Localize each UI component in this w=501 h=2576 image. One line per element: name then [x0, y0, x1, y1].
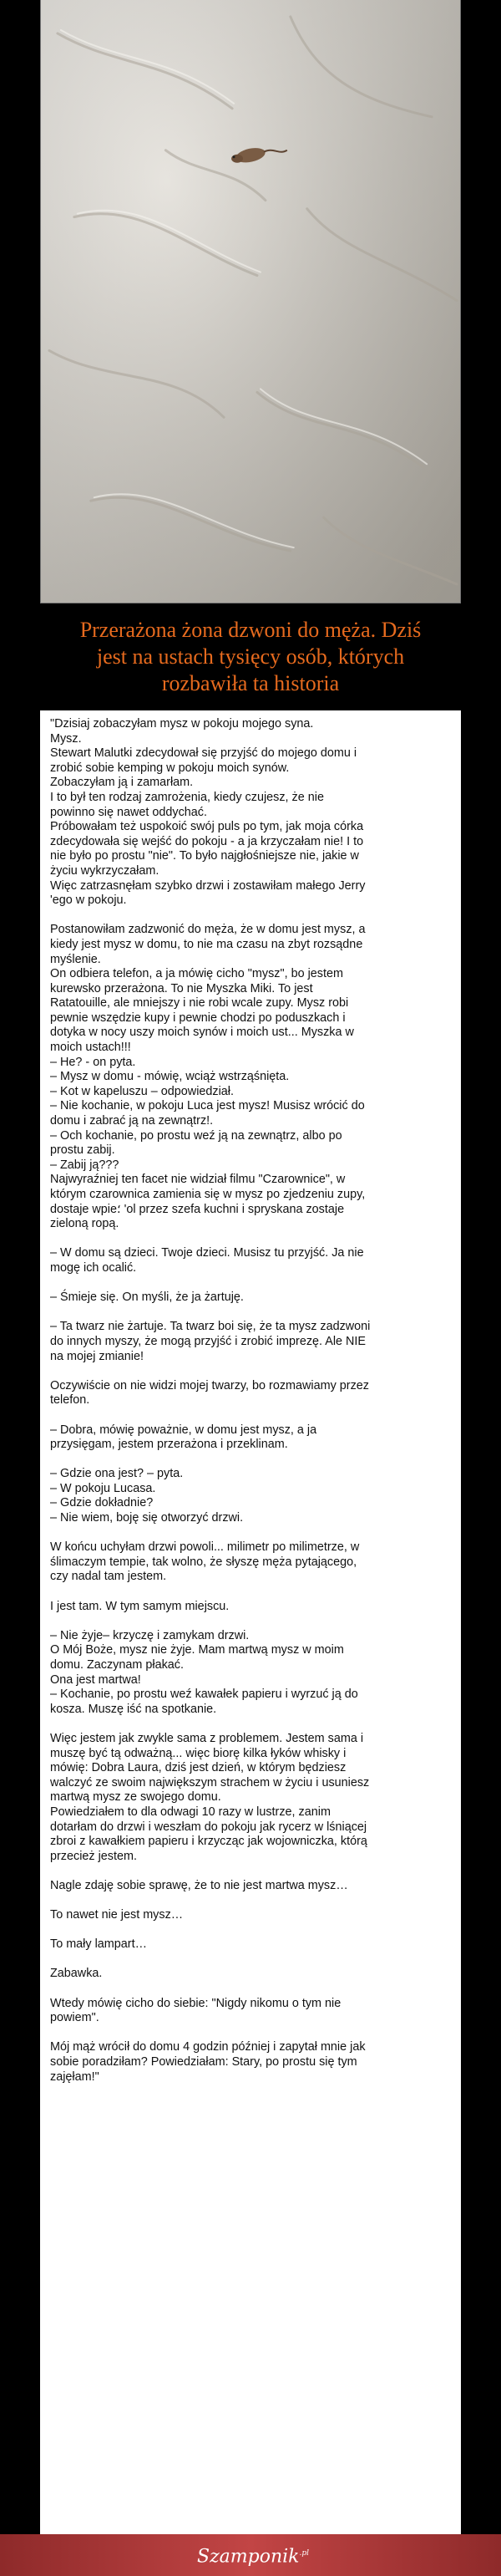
story-line: przysięgam, jestem przerażona i przeklinam.	[50, 1438, 288, 1452]
logo-suffix: .pl	[299, 2549, 310, 2558]
story-line: Próbowałam też uspokoić swój puls po tym, jak moja córka	[50, 820, 364, 834]
story-line: 'ego w pokoju.	[50, 893, 127, 908]
story-line: dotyka w nocy uszy moich synów i moich ust... Myszka w	[50, 1026, 354, 1040]
paragraph-gap	[50, 1864, 451, 1879]
paragraph-gap	[50, 1717, 451, 1732]
story-line: – He? - on pyta.	[50, 1055, 136, 1069]
story-line: przecież jestem.	[50, 1849, 137, 1863]
story-line: zdecydowała się wejść do pokoju - a ja krzyczałam nie! I to	[50, 834, 364, 848]
paragraph-gap	[50, 1364, 451, 1379]
story-line: – Zabij ją???	[50, 1158, 119, 1172]
story-line: dotarłam do drzwi i weszłam do pokoju jak rycerz w lśniącej	[50, 1820, 367, 1834]
story-line: myślenie.	[50, 952, 101, 966]
story-line: moich ustach!!!	[50, 1041, 131, 1055]
story-line: kosza. Muszę iść na spotkanie.	[50, 1702, 217, 1716]
paragraph-gap	[50, 1894, 451, 1909]
story-line: martwą mysz ze swojego domu.	[50, 1790, 221, 1805]
story-line: – W pokoju Lucasa.	[50, 1481, 156, 1495]
story-line: zieloną ropą.	[50, 1217, 119, 1231]
story-line: ślimaczym tempie, tak wolno, że słyszę męża pytającego,	[50, 1555, 357, 1569]
story-line: – Mysz w domu - mówię, wciąż wstrząśnięta.	[50, 1070, 290, 1084]
story-line: – Ta twarz nie żartuje. Ta twarz boi się, że ta mysz zadzwoni	[50, 1320, 371, 1334]
story-line: prostu zabij.	[50, 1143, 115, 1158]
story-line: kiedy jest mysz w domu, to nie ma czasu na zbyt rozsądne	[50, 937, 363, 951]
story-line: sobie poradziłam? Powiedziałam: Stary, po prostu się tym	[50, 2055, 357, 2069]
story-line: – Nie kochanie, w pokoju Luca jest mysz! Musisz wrócić do	[50, 1099, 365, 1113]
paragraph-gap	[50, 1453, 451, 1468]
story-line: Zabawka.	[50, 1967, 103, 1981]
story-line: muszę być tą odważną... więc biorę kilka łyków whisky i	[50, 1746, 347, 1760]
story-line: zrobić sobie kemping w pokoju moich synów.	[50, 761, 290, 775]
story-line: którym czarownica zamienia się w mysz po zjedzeniu zupy,	[50, 1188, 366, 1201]
story-line: To nawet nie jest mysz…	[50, 1908, 184, 1922]
story-line: – Nie żyje– krzyczę i zamykam drzwi.	[50, 1628, 250, 1642]
story-line: Zobaczyłam ją i zamarłam.	[50, 776, 194, 790]
title-line: jest na ustach tysięcy osób, których	[96, 644, 405, 669]
story-line: Wtedy mówię cicho do siebie: "Nigdy nikomu o tym nie	[50, 1996, 342, 2010]
article-title	[25, 617, 476, 697]
paragraph-gap	[50, 1982, 451, 1997]
story-line: zajęłam!"	[50, 2069, 99, 2084]
story-line: Stewart Malutki zdecydował się przyjść do mojego domu i	[50, 746, 357, 761]
paragraph-gap	[50, 1408, 451, 1423]
paragraph-gap	[50, 1585, 451, 1600]
story-line: domu i zabrać ją na zewnątrz!.	[50, 1114, 214, 1128]
story-line: – Gdzie ona jest? – pyta.	[50, 1467, 184, 1481]
story-line: To mały lampart…	[50, 1937, 147, 1952]
story-line: I to był ten rodzaj zamrożenia, kiedy czujesz, że nie	[50, 790, 324, 804]
story-line: – Kochanie, po prostu weź kawałek papieru i wyrzuć ją do	[50, 1688, 358, 1702]
story-line: zbroi z kawałkiem papieru i krzycząc jak wojowniczka, którą	[50, 1835, 367, 1849]
story-line: Więc jestem jak zwykle sama z problemem. Jestem sama i	[50, 1731, 364, 1745]
paragraph-gap	[50, 1276, 451, 1291]
story-line: – Nie wiem, boję się otworzyć drzwi.	[50, 1511, 244, 1525]
story-line: Najwyraźniej ten facet nie widział filmu "Czarownice", w	[50, 1173, 346, 1187]
story-line: Mój mąż wrócił do domu 4 godzin później i zapytał mnie jak	[50, 2040, 366, 2054]
story-line: – Gdzie dokładnie?	[50, 1496, 154, 1510]
story-line: Nagle zdaję sobie sprawę, że to nie jest martwa mysz…	[50, 1878, 348, 1892]
story-line: na mojej zmianie!	[50, 1349, 144, 1363]
title-line: rozbawiła ta historia	[161, 671, 340, 695]
story-line: telefon.	[50, 1393, 90, 1408]
story-line: mówię: Dobra Laura, dziś jest dzień, w którym będziesz	[50, 1761, 347, 1775]
story-line: czy nadal tam jestem.	[50, 1570, 167, 1584]
story-line: Ona jest martwa!	[50, 1672, 141, 1687]
paragraph-gap	[50, 1306, 451, 1321]
story-line: pewnie wszędzie kupy i pewnie chodzi po poduszkach i	[50, 1011, 346, 1025]
bed-sheet-photo	[41, 0, 460, 603]
site-logo[interactable]	[197, 2538, 310, 2569]
story-line: O Mój Boże, mysz nie żyje. Mam martwą mysz w moim	[50, 1643, 344, 1657]
story-line: Powiedziałem to dla odwagi 10 razy w lustrze, zanim	[50, 1805, 331, 1819]
story-line: Więc zatrzasnęłam szybko drzwi i zostawiłam małego Jerry	[50, 878, 366, 893]
paragraph-gap	[50, 1952, 451, 1968]
story-line: powiem".	[50, 2011, 99, 2025]
story-line: – Dobra, mówię poważnie, w domu jest mysz, a ja	[50, 1423, 317, 1437]
story-line: On odbiera telefon, a ja mówię cicho "mysz", bo jestem	[50, 967, 343, 981]
story-line: mogę ich ocalić.	[50, 1260, 137, 1275]
story-line: kurewsko przerażona. To nie Myszka Miki. To jest	[50, 981, 313, 995]
story-line: W końcu uchyłam drzwi powoli... milimetr po milimetrze, w	[50, 1540, 360, 1555]
paragraph-gap	[50, 1614, 451, 1629]
story-line: – Och kochanie, po prostu weź ją na zewnątrz, albo po	[50, 1128, 342, 1143]
story-text	[40, 710, 461, 2534]
title-line: Przerażona żona dzwoni do męża. Dziś	[79, 618, 422, 642]
story-line: powinno się nawet oddychać.	[50, 805, 207, 819]
story-line: Ratatouille, ale mniejszy i nie robi wcale zupy. Mysz robi	[50, 996, 349, 1011]
story-line: – Śmieje się. On myśli, że ja żartuję.	[50, 1291, 244, 1305]
paragraph-gap	[50, 1526, 451, 1541]
story-line: domu. Zaczynam płakać.	[50, 1658, 184, 1672]
story-photo	[40, 0, 461, 603]
story-line: Mysz.	[50, 731, 82, 746]
story-line: Postanowiłam zadzwonić do męża, że w domu jest mysz, a	[50, 923, 366, 937]
story-line: Oczywiście on nie widzi mojej twarzy, bo rozmawiamy przez	[50, 1378, 369, 1392]
paragraph-gap	[50, 2026, 451, 2041]
logo-text: Szamponik	[197, 2546, 300, 2568]
story-line: życiu wykrzyczałam.	[50, 863, 159, 878]
story-line: nie było po prostu "nie". To było najgłośniejsze nie, jakie w	[50, 849, 359, 863]
story-line: I jest tam. W tym samym miejscu.	[50, 1599, 230, 1613]
story-line: "Dzisiaj zobaczyłam mysz w pokoju mojego syna.	[50, 717, 314, 731]
story-line: – Kot w kapeluszu – odpowiedział.	[50, 1084, 234, 1098]
paragraph-gap	[50, 1923, 451, 1938]
paragraph-gap	[50, 909, 451, 924]
story-line: walczyć ze swoim największym strachem w życiu i usuniesz	[50, 1775, 370, 1789]
story-line: – W domu są dzieci. Twoje dzieci. Musisz tu przyjść. Ja nie	[50, 1246, 364, 1260]
story-line: dostaje wpie؛ 'ol przez szefa kuchni i spryskana zostaje	[50, 1202, 345, 1216]
paragraph-gap	[50, 1232, 451, 1247]
story-line: do innych myszy, że mogą przyjść i zrobić imprezę. Ale NIE	[50, 1334, 367, 1348]
